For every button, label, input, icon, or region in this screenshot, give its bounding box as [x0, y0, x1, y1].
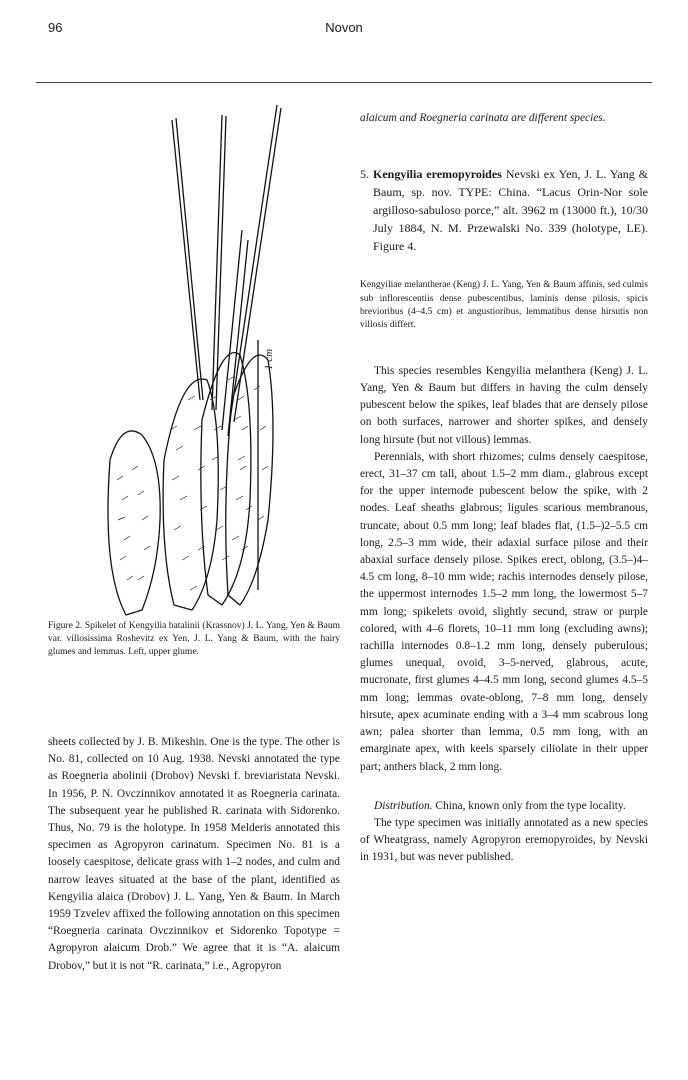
awn-line [176, 118, 203, 400]
latin-diagnosis: Kengyiliae melantherae (Keng) J. L. Yang, Yen & Baum affinis, sed culmis sub inflorescentiis dense pubescentibus, laminis dense pilosis, spicis brevioribus (4–4.5 cm) et angustioribus, lemmatibus dense hirsutis non villosis differt. [360, 280, 648, 331]
distribution-paragraph [360, 798, 648, 815]
journal-title: Novon [325, 20, 363, 35]
species-type-citation: Nevski ex Yen, J. L. Yang & Baum, sp. nov. TYPE: China. “Lacus Orin-Nor sole argilloso-sabuloso porce,” alt. 3962 m (13000 ft.), 10/30 July 1884, N. M. Przewalski No. 339 (holotype, LE). Figure 4. [373, 167, 649, 254]
species-name: Kengyilia eremopyroides [372, 167, 502, 182]
right-column [360, 110, 648, 867]
awn-line [172, 120, 200, 400]
lemma [163, 379, 218, 610]
left-column [48, 734, 340, 975]
description-paragraph: Perennials, with short rhizomes; culms densely caespitose, erect, 31–37 cm tall, about 1.5–2 mm diam., glabrous except for the upper internode pubescent below the spike, with 2 nodes. Leaf sheaths glabrous; ligules scarious membranous, truncate, about 0.5 mm long; leaf blades flat, (1.5–)2–5.5 cm long, 2.5–3 mm wide, their adaxial surface pilose and their abaxial surface densely pilose. Spikes erect, oblong, (3.5–)4–4.5 cm long, 8–10 mm wide; rachis internodes densely pilose, the uppermost internodes 1.5–2 mm long, the lowermost 5–7 mm long; spikelets ovoid, slightly secund, straw or purple colored, with 4–6 florets, 10–11 mm long (excluding awns); rachilla internodes 0.8–1.2 mm long, densely puberulous; glumes unequal, ovoid, 3–5-nerved, glabrous, acute, mucronate, first glumes 4–4.5 mm long, second glumes 4.5–5 mm long; lemmas ovate-oblong, 7–8 mm long, densely hirsute, apex acuminate ending with a 3–4 mm scabrous long awn; palea shorter than lemma, 0.5 mm long, with an emarginate apex, with keels sparsely ciliolate in their upper part; anthers black, 2 mm long. [360, 450, 648, 773]
comparison-paragraph: This species resembles Kengyilia melanthera (Keng) J. L. Yang, Yen & Baum but differs in having the culm densely pubescent below the spikes, leaf blades that are densely pilose on both surfaces, narrower and shorter spikes, and densely long hirsute (but not villous) lemmas. [360, 364, 648, 446]
continuation-paragraph: alaicum and Roegneria carinata are different species. [360, 112, 606, 124]
distribution-text: China, known only from the type locality. [435, 799, 626, 812]
spikelet-illustration [72, 100, 342, 620]
upper-glume [108, 431, 160, 615]
type-history-paragraph: The type specimen was initially annotated as a new species of Wheatgrass, namely Agropyron eremopyroides, by Nevski in 1931, but was never published. [360, 816, 648, 864]
species-heading [360, 165, 648, 255]
figure-caption: Figure 2. Spikelet of Kengyilia batalinii (Krassnov) J. L. Yang, Yen & Baum var. villosissima Roshevitz ex Yen, J. L. Yang & Baum, with the hairy glumes and lemmas. Left, upper glume. [48, 621, 340, 658]
scale-label: 1 cm [263, 348, 275, 370]
header-rule [36, 82, 652, 83]
species-number: 5. [360, 167, 369, 182]
body-paragraph: sheets collected by J. B. Mikeshin. One is the type. The other is No. 81, collected on 10 Aug. 1938. Nevski annotated the type as Roegneria abolinii (Drobov) Nevski f. breviaristata Nevski. In 1956, P. N. Ovczinnikov annotated it as Roegneria carinata. The subsequent year he published R. carinata with Sidorenko. Thus, No. 79 is the holotype. In 1958 Melderis annotated this specimen as Agropyron carinatum. Specimen No. 81 is a loosely caespitose, delicate grass with 1–2 nodes, and culm and narrow leaves situated at the base of the plant, identified as Kengyilia alaica (Drobov) J. L. Yang, Yen & Baum. In March 1959 Tzvelev affixed the following annotation on this specimen “Roegneria carinata Ovczinnikov et Sidorenko Topotype = Agropyron alaicum Drob.” We agree that it is “A. alaicum Drobov,” but it is not “R. carinata,” i.e., Agropyron [48, 736, 340, 972]
distribution-label: Distribution. [374, 799, 433, 812]
page-number: 96 [48, 20, 63, 35]
